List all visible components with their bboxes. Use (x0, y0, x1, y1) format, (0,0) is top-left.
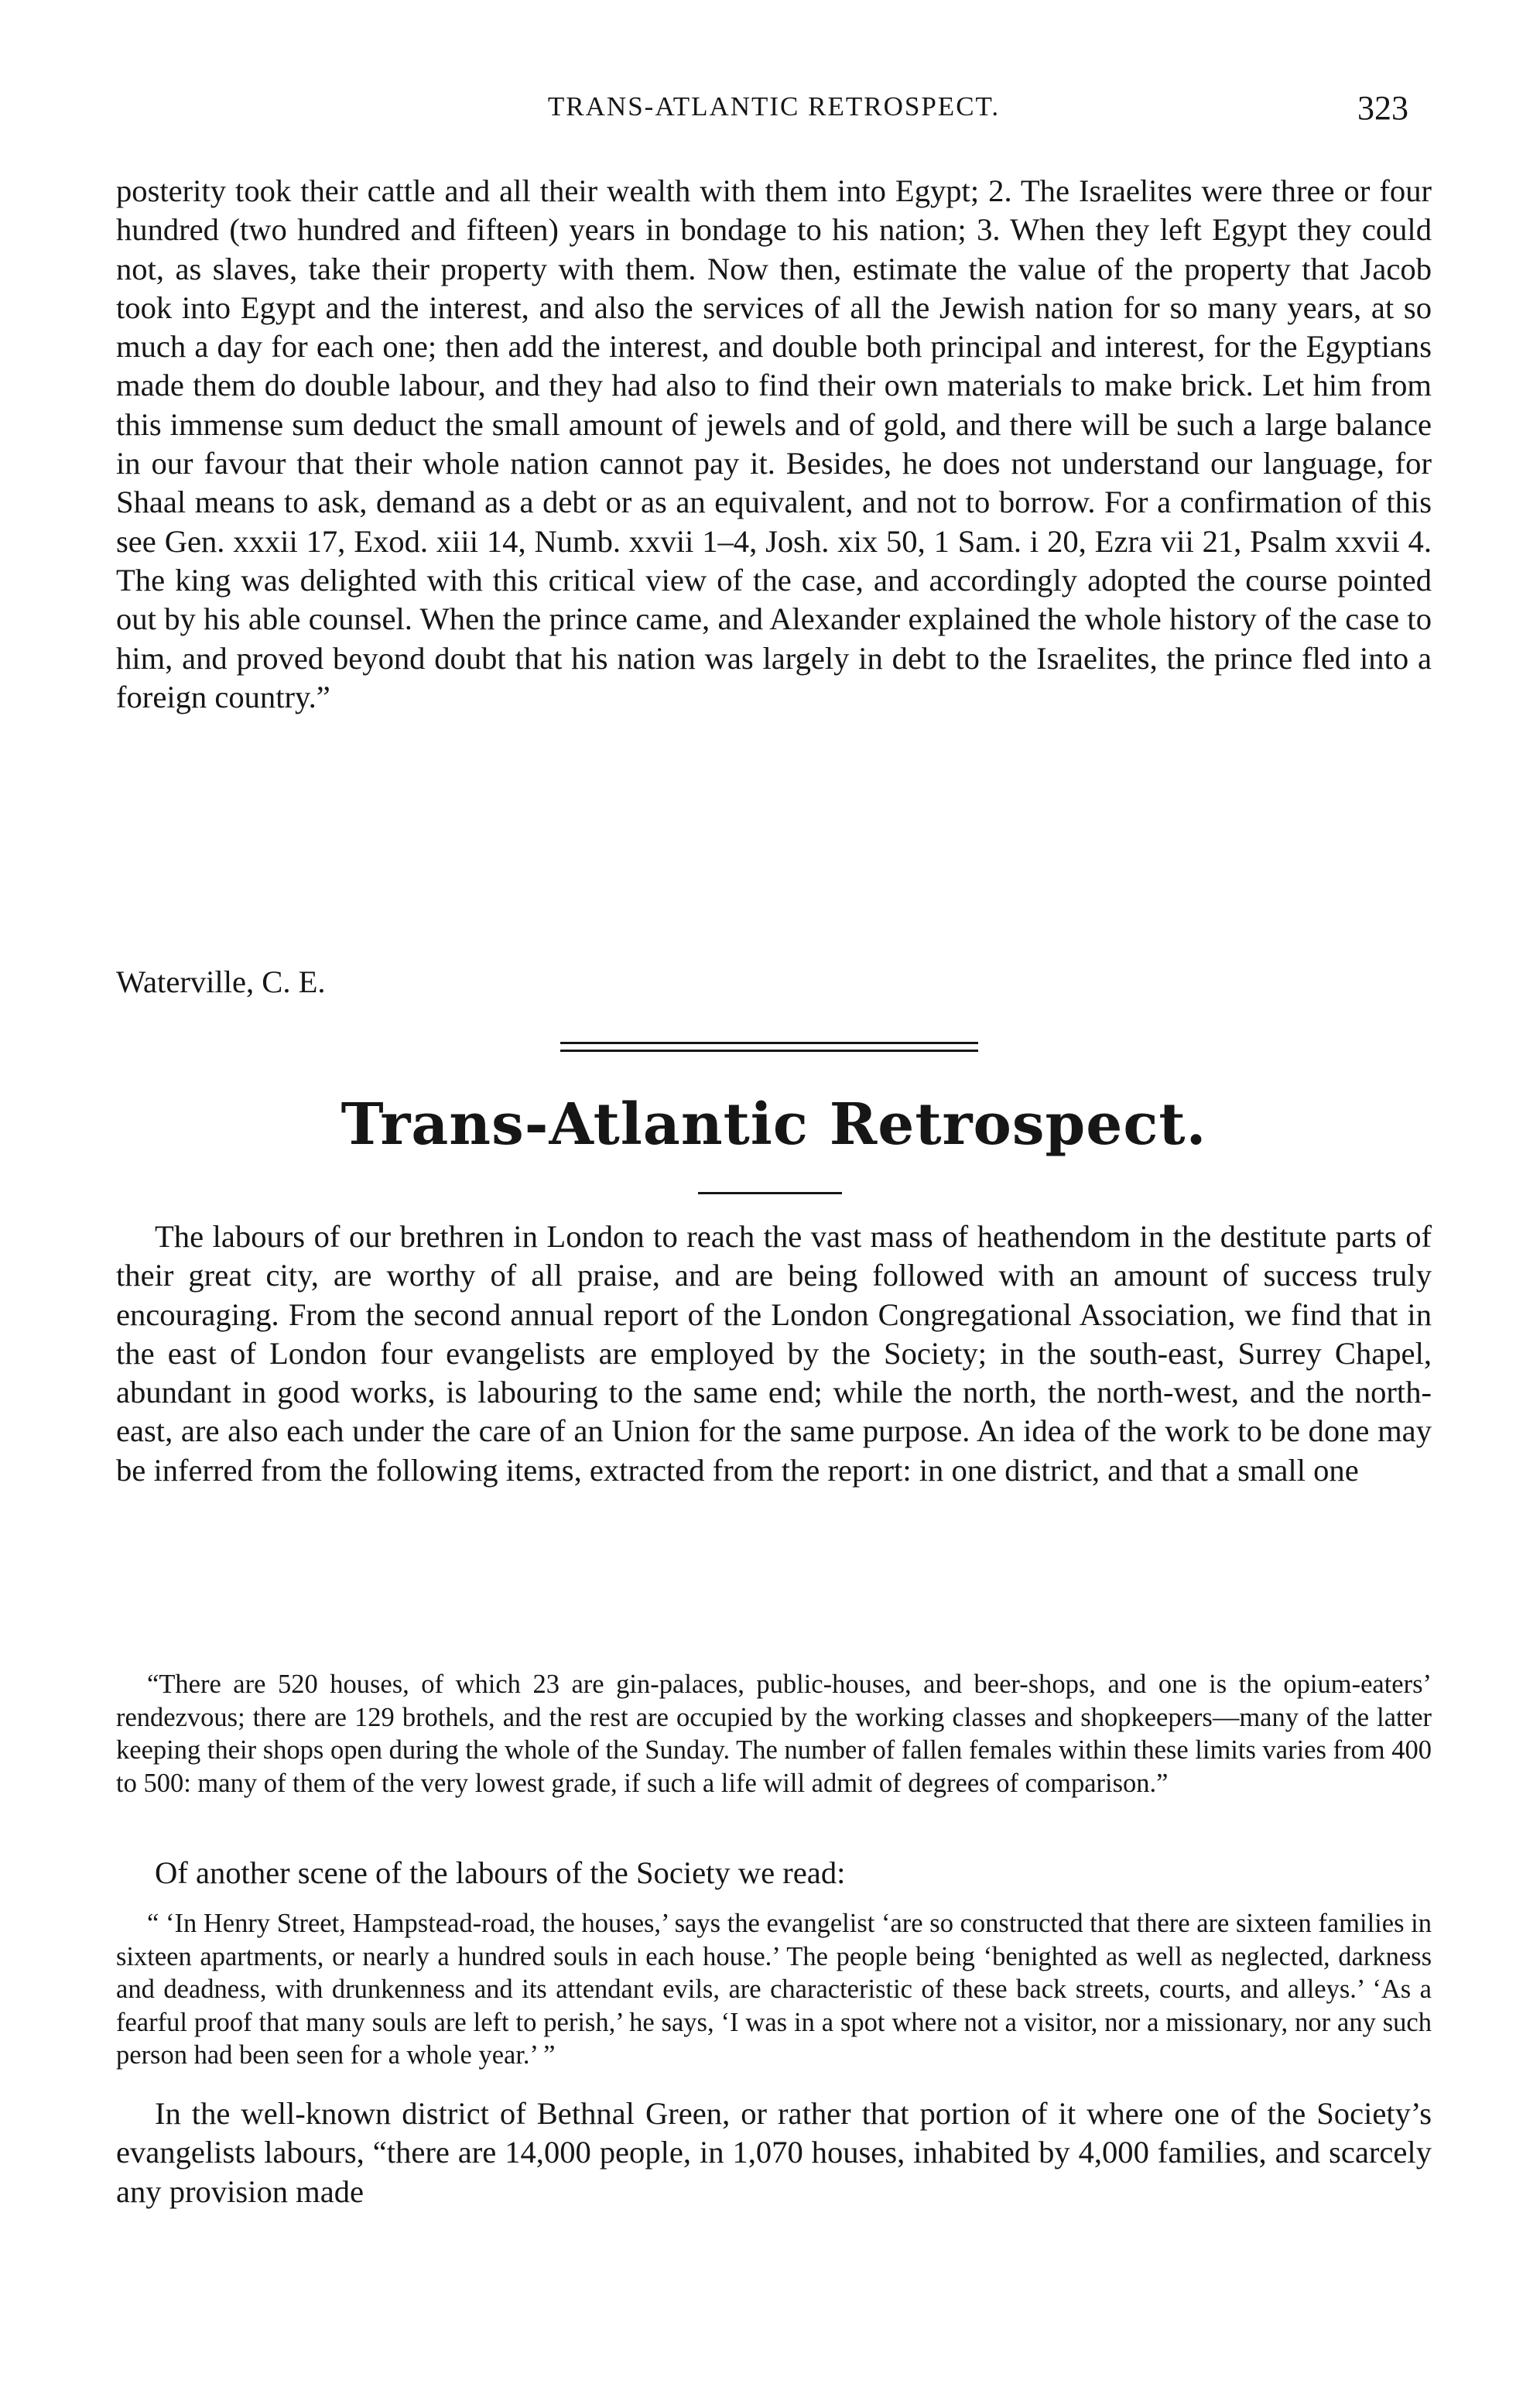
quote-1-block (116, 1668, 1432, 1800)
section-paragraph-2-block (116, 1854, 1432, 1892)
continuation-block (116, 172, 1432, 717)
quote-2-block (116, 1907, 1432, 2072)
section-double-rule (560, 1042, 978, 1052)
running-head (116, 91, 1432, 138)
section-paragraph-1-block (116, 1218, 1432, 1490)
quote-1: “There are 520 houses, of which 23 are gin-palaces, public-houses, and beer-shops, and one is the opium-eaters’ rendezvous; there are 129 brothels, and the rest are occupied by the working classes and shopkeepers—many of the latter keeping their shops open during the whole of the Sunday. The number of fallen females within these limits varies from 400 to 500: many of them of the very lowest grade, if such a life will admit of degrees of comparison.” (116, 1670, 1432, 1798)
section-paragraph-3: In the well-known district of Bethnal Green, or rather that portion of it where one of the Society’s evangelists labours, “there are 14,000 people, in 1,070 houses, inhabited by 4,000 families, and scarcely any provision made (116, 2096, 1432, 2209)
signature: Waterville, C. E. (116, 964, 326, 999)
page-number: 323 (1357, 89, 1408, 127)
quote-2: “ ‘In Henry Street, Hampstead-road, the houses,’ says the evangelist ‘are so constructed that there are sixteen families in sixteen apartments, or nearly a hundred souls in each house.’ The people being ‘benighted as well as neglected, darkness and deadness, with drunkenness and its attendant evils, are characteristic of these back streets, courts, and alleys.’ ‘As a fearful proof that many souls are left to perish,’ he says, ‘I was in a spot where not a visitor, nor a missionary, nor any such person had been seen for a whole year.’ ” (116, 1909, 1432, 2070)
title-short-rule (698, 1192, 842, 1194)
section-paragraph-2: Of another scene of the labours of the Society we read: (155, 1855, 846, 1890)
running-title: TRANS-ATLANTIC RETROSPECT. (547, 91, 1001, 122)
continuation-paragraph: posterity took their cattle and all their wealth with them into Egypt; 2. The Israelites were three or four hundred (two hundred and fifteen) years in bondage to his nation; 3. When they left Egypt they could not, as slaves, take their property with them. Now then, estimate the value of the property that Jacob took into Egypt and the interest, and also the services of all the Jewish nation for so many years, at so much a day for each one; then add the interest, and double both principal and interest, for the Egyptians made them do double labour, and they had also to find their own materials to make brick. Let him from this immense sum deduct the small amount of jewels and of gold, and there will be such a large balance in our favour that their whole nation cannot pay it. Besides, he does not understand our language, for Shaal means to ask, demand as a debt or as an equivalent, and not to borrow. For a confirmation of this see Gen. xxxii 17, Exod. xiii 14, Numb. xxvii 1–4, Josh. xix 50, 1 Sam. i 20, Ezra vii 21, Psalm xxvii 4. The king was delighted with this critical view of the case, and accordingly adopted the course pointed out by his able counsel. When the prince came, and Alexander explained the whole history of the case to him, and proved beyond doubt that his nation was largely in debt to the Israelites, the prince fled into a foreign country.” (116, 173, 1432, 714)
section-title: Trans-Atlantic Retrospect. (341, 1091, 1207, 1158)
section-paragraph-3-block (116, 2094, 1432, 2211)
section-paragraph-1: The labours of our brethren in London to reach the vast mass of heathendom in the destitute parts of their great city, are worthy of all praise, and are being followed with an amount of success truly encouraging. From the second annual report of the London Congregational Association, we find that in the east of London four evangelists are employed by the Society; in the south-east, Surrey Chapel, abundant in good works, is labouring to the same end; while the north, the north-west, and the north-east, are also each under the care of an Union for the same purpose. An idea of the work to be done may be inferred from the following items, extracted from the report: in one district, and that a small one (116, 1219, 1432, 1488)
